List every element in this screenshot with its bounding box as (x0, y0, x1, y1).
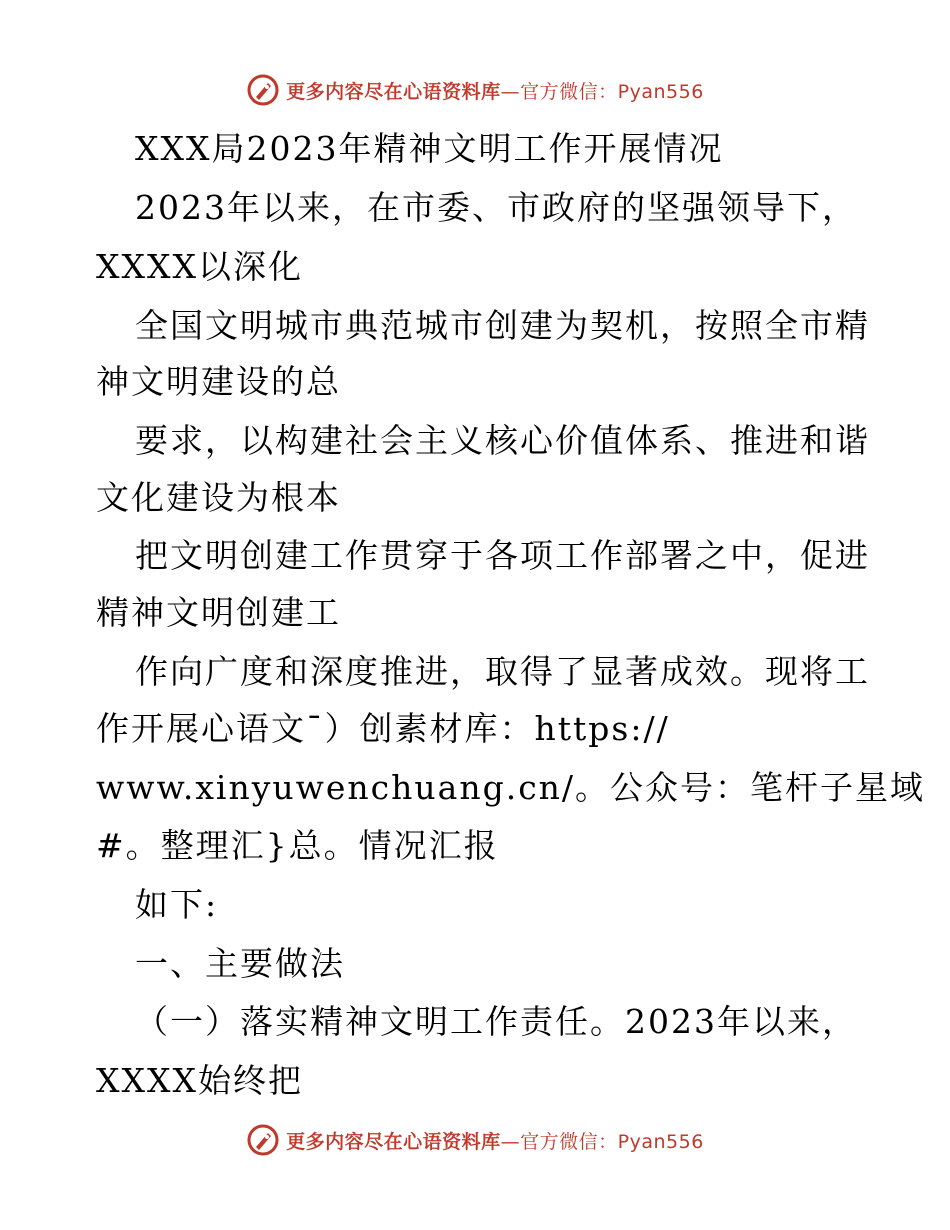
watermark-text (286, 1127, 704, 1154)
paragraph-line: www.xinyuwenchuang.cn/。公众号：笔杆子星域 (96, 768, 926, 807)
paragraph-line: 精神文明创建工 (96, 593, 341, 632)
paragraph-line: #。整理汇}总。情况汇报 (96, 826, 499, 865)
header-watermark-banner (0, 70, 950, 110)
paragraph-line: XXXX以深化 (96, 247, 303, 286)
paragraph-line: 文化建设为根本 (96, 478, 341, 517)
watermark-separator: — (500, 1130, 521, 1153)
paragraph-line: 如下: (135, 885, 219, 924)
paragraph-line: 全国文明城市典范城市创建为契机，按照全市精 (135, 306, 870, 345)
watermark-wechat-text: 官方微信：Pyan556 (520, 80, 704, 103)
footer-watermark-banner (0, 1120, 950, 1160)
watermark-wechat-text: 官方微信：Pyan556 (520, 1130, 704, 1153)
paragraph-line: 神文明建设的总 (96, 362, 341, 401)
paragraph-line: 作开展心语文¯）创素材库：https:// (96, 709, 670, 748)
paragraph-line: 作向广度和深度推进，取得了显著成效。现将工 (135, 652, 870, 691)
paragraph-line: XXXX始终把 (96, 1061, 303, 1100)
watermark-main-text: 更多内容尽在心语资料库 (286, 80, 501, 103)
watermark-separator: — (500, 80, 521, 103)
watermark-main-text: 更多内容尽在心语资料库 (286, 1130, 501, 1153)
paragraph-line: 2023年以来，在市委、市政府的坚强领导下， (135, 188, 857, 227)
pen-nib-icon (246, 1123, 280, 1157)
paragraph-line: 把文明创建工作贯穿于各项工作部署之中，促进 (135, 536, 870, 575)
watermark-text (286, 77, 704, 104)
paragraph-line: 要求，以构建社会主义核心价值体系、推进和谐 (135, 421, 870, 460)
section-heading: 一、主要做法 (135, 944, 345, 983)
pen-nib-icon (246, 73, 280, 107)
subsection-heading: （一）落实精神文明工作责任。2023年以来， (135, 1002, 857, 1041)
document-title: XXX局2023年精神文明工作开展情况 (135, 129, 724, 168)
